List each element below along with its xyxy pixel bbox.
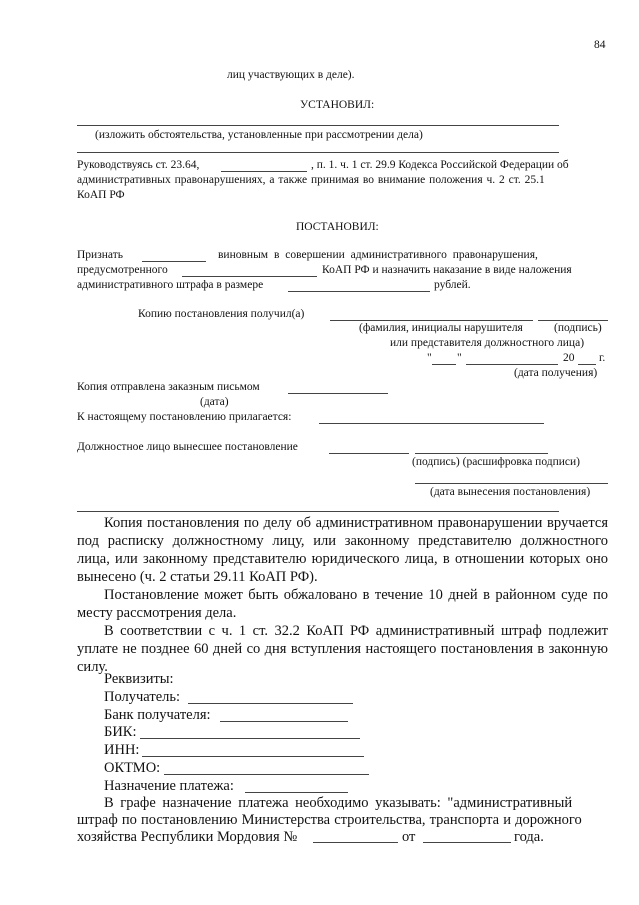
requisite-oktmo: ОКТМО:: [104, 760, 161, 776]
paragraph-delivery: Копия постановления по делу об административном правонарушении вручается под расписку должностному лицу, или законному представителю должностного лица, или законному представителю юридического лица, в отношении которых оно вынесено (ч. 2 статьи 29.11 КоАП РФ).: [77, 515, 608, 585]
requisite-inn: ИНН:: [104, 742, 140, 758]
date-year-suffix: г.: [599, 352, 606, 364]
blank-attachments: [319, 423, 544, 424]
verdict-recognize: Признать: [77, 249, 123, 261]
separator-line: [77, 152, 559, 153]
hint-receipt-date: (дата получения): [514, 367, 598, 379]
blank-article: [221, 171, 307, 172]
date-quote-open: ": [427, 352, 432, 364]
payment-note-year: года.: [514, 829, 544, 845]
hint-issue-date: (дата вынесения постановления): [430, 486, 591, 498]
blank-inn: [142, 756, 364, 757]
paragraph-appeal: Постановление может быть обжаловано в течение 10 дней в районном суде по месту рассмотрения дела.: [77, 587, 608, 621]
date-year: 20: [563, 352, 575, 364]
official-issued: Должностное лицо вынесшее постановление: [77, 441, 298, 453]
hint-sig-decoding: (подпись) (расшифровка подписи): [412, 456, 581, 468]
section-divider: [77, 511, 559, 512]
blank-recipient: [188, 703, 353, 704]
heading-decided: ПОСТАНОВИЛ:: [296, 221, 379, 233]
underline-circumstances: [77, 125, 559, 126]
blank-month: [466, 364, 558, 365]
verdict-penalty: КоАП РФ и назначить наказание в виде наложения: [322, 264, 572, 276]
blank-article-code: [182, 276, 317, 277]
verdict-provided: предусмотренного: [77, 264, 168, 276]
blank-mail-date: [288, 393, 388, 394]
hint-date: (дата): [200, 396, 229, 408]
blank-day: [432, 364, 456, 365]
sent-by-mail: Копия отправлена заказным письмом: [77, 381, 260, 393]
blank-bik: [140, 738, 360, 739]
guided-by-text: Руководствуясь ст. 23.64,: [77, 159, 200, 171]
paragraph-deadline: В соответствии с ч. 1 ст. 32.2 КоАП РФ административный штраф подлежит уплате не позднее 60 дней со дня вступления настоящего постановления в законную силу.: [77, 623, 608, 675]
copy-received: Копию постановления получил(а): [138, 308, 305, 320]
blank-bank: [220, 721, 348, 722]
verdict-rubles: рублей.: [434, 279, 471, 291]
blank-year: [578, 364, 596, 365]
blank-decree-number: [313, 842, 398, 843]
heading-established: УСТАНОВИЛ:: [300, 99, 375, 111]
blank-fine-amount: [288, 291, 430, 292]
guided-by-line2: административных правонарушениях, а также принимая во внимание положения ч. 2 ст. 25.1: [77, 174, 545, 186]
date-quote-close: ": [457, 352, 462, 364]
blank-decree-date: [423, 842, 511, 843]
blank-name: [142, 261, 206, 262]
verdict-fine: административного штрафа в размере: [77, 279, 264, 291]
guided-by-text-cont: , п. 1. ч. 1 ст. 29.9 Кодекса Российской Федерации об: [311, 159, 569, 171]
guided-by-line3: КоАП РФ: [77, 189, 125, 201]
requisite-bik: БИК:: [104, 724, 137, 740]
hint-offender: (фамилия, инициалы нарушителя: [359, 322, 523, 334]
blank-oktmo: [164, 774, 369, 775]
line-participants: лиц участвующих в деле).: [227, 69, 355, 81]
blank-purpose: [245, 792, 348, 793]
blank-official-signature: [329, 453, 409, 454]
page-number: 84: [594, 39, 606, 51]
requisites-title: Реквизиты:: [104, 671, 174, 687]
requisite-bank: Банк получателя:: [104, 707, 211, 723]
blank-official-name: [415, 453, 548, 454]
payment-note-line2: штраф по постановлению Министерства строительства, транспорта и дорожного: [77, 812, 582, 828]
payment-note-line1: В графе назначение платежа необходимо указывать: "административный: [104, 795, 573, 811]
hint-signature: (подпись): [554, 322, 602, 334]
hint-circumstances: (изложить обстоятельства, установленные при рассмотрении дела): [95, 129, 423, 141]
verdict-guilty: виновным в совершении административного правонарушения,: [218, 249, 538, 261]
blank-issue-date: [415, 483, 608, 484]
attached: К настоящему постановлению прилагается:: [77, 411, 292, 423]
requisite-purpose: Назначение платежа:: [104, 778, 234, 794]
payment-note-from: от: [402, 829, 416, 845]
hint-representative: или представителя должностного лица): [390, 337, 585, 349]
requisite-recipient: Получатель:: [104, 689, 181, 705]
payment-note-line3: хозяйства Республики Мордовия №: [77, 829, 298, 845]
